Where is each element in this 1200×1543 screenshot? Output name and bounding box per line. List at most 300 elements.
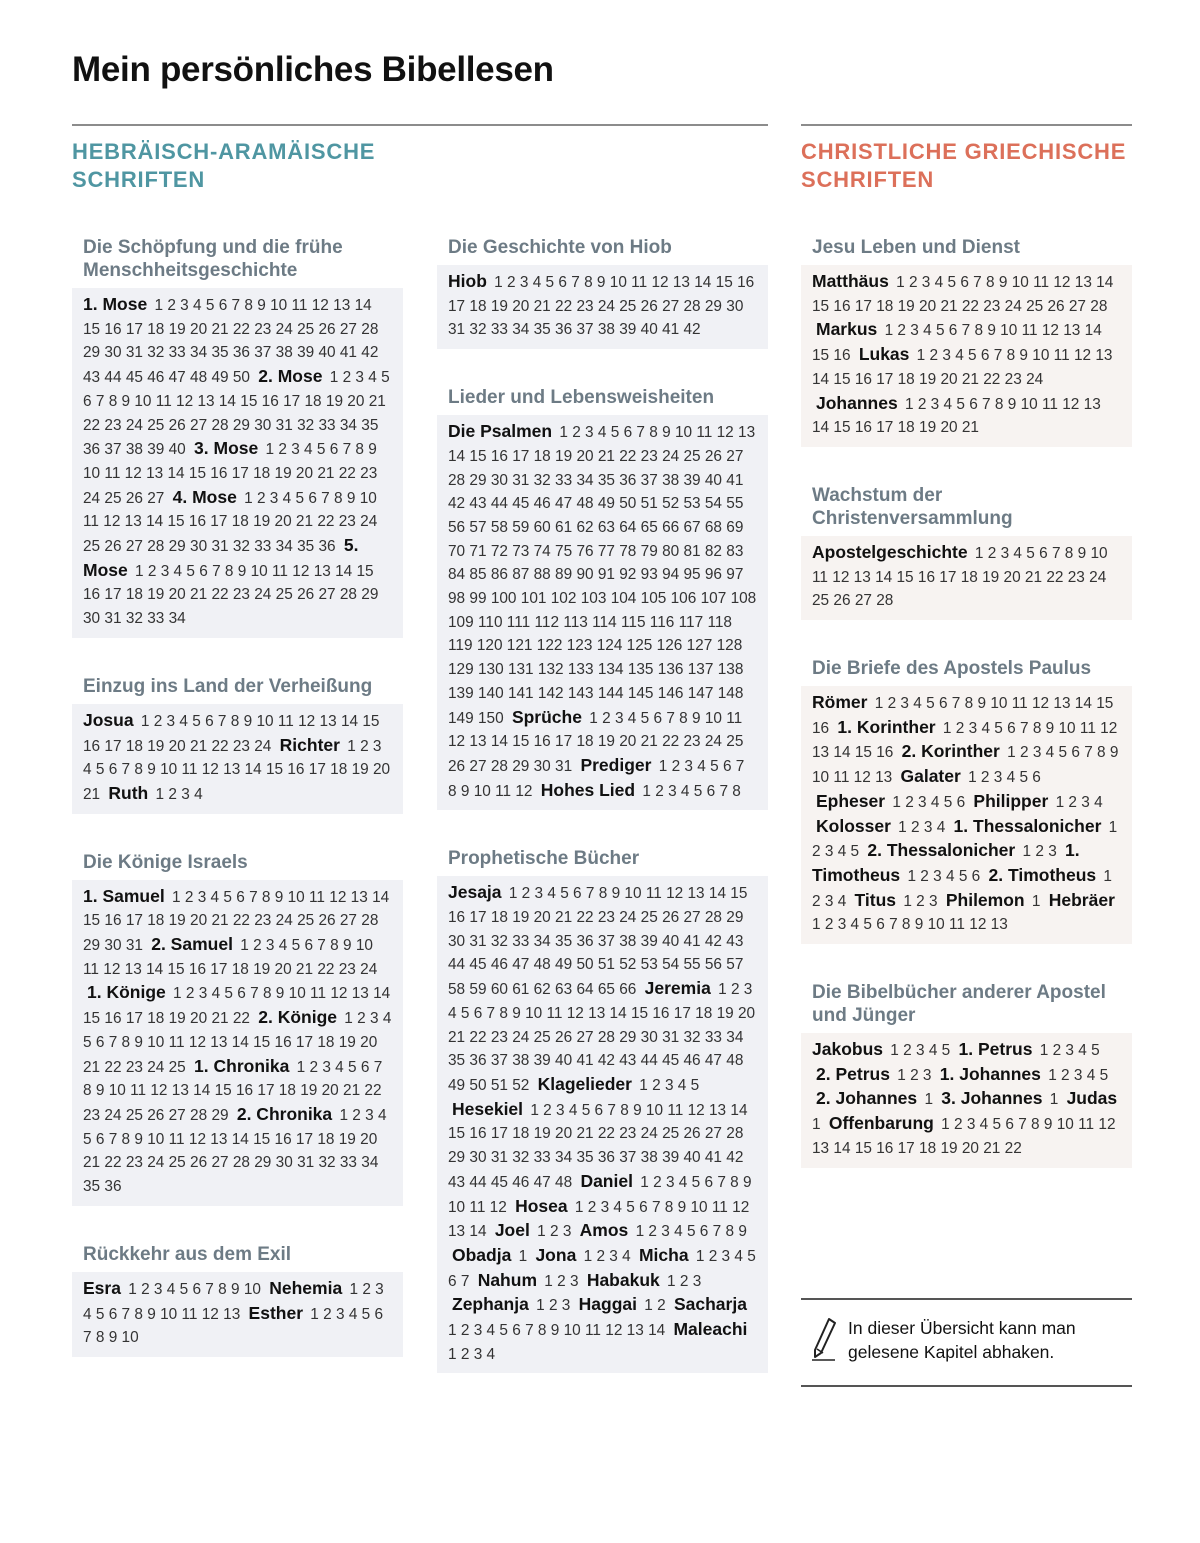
chapter-number[interactable]: 49 xyxy=(211,369,229,387)
chapter-number[interactable]: 7 xyxy=(951,695,961,713)
chapter-number[interactable]: 12 xyxy=(292,562,310,580)
chapter-number[interactable]: 21 xyxy=(983,1139,1001,1157)
chapter-number[interactable]: 7 xyxy=(108,1033,118,1051)
chapter-number[interactable]: 3 xyxy=(923,818,933,836)
chapter-number[interactable]: 1 xyxy=(907,867,917,885)
chapter-number[interactable]: 19 xyxy=(982,568,1000,586)
chapter-number[interactable]: 5 xyxy=(83,1033,92,1051)
chapter-number[interactable]: 9 xyxy=(611,885,621,903)
chapter-number[interactable]: 27 xyxy=(726,447,744,465)
chapter-number[interactable]: 1 xyxy=(968,769,977,787)
chapter-number[interactable]: 19 xyxy=(716,1004,734,1022)
chapter-number[interactable]: 4 xyxy=(83,1305,92,1323)
chapter-number[interactable]: 85 xyxy=(469,566,487,584)
chapter-number[interactable]: 3 xyxy=(585,424,594,442)
chapter-number[interactable]: 57 xyxy=(726,956,744,974)
chapter-number[interactable]: 18 xyxy=(317,1033,335,1051)
chapter-number[interactable]: 4 xyxy=(83,761,92,779)
chapter-number[interactable]: 6 xyxy=(95,1033,105,1051)
chapter-number[interactable]: 3 xyxy=(684,757,693,775)
chapter-number[interactable]: 4 xyxy=(955,347,964,365)
chapter-number[interactable]: 128 xyxy=(716,637,743,655)
chapter-number[interactable]: 13 xyxy=(1053,695,1071,713)
chapter-number[interactable]: 61 xyxy=(555,518,573,536)
chapter-number[interactable]: 40 xyxy=(640,321,658,339)
chapter-number[interactable]: 53 xyxy=(640,956,658,974)
chapter-number[interactable]: 35 xyxy=(555,932,573,950)
chapter-number[interactable]: 10 xyxy=(287,888,305,906)
chapter-number[interactable]: 40 xyxy=(704,471,722,489)
chapter-number[interactable]: 19 xyxy=(897,297,915,315)
chapter-number[interactable]: 9 xyxy=(134,1130,143,1148)
chapter-number[interactable]: 4 xyxy=(697,757,706,775)
chapter-number[interactable]: 2 xyxy=(653,1173,662,1191)
chapter-number[interactable]: 32 xyxy=(490,932,508,950)
chapter-number[interactable]: 6 xyxy=(704,1173,714,1191)
chapter-number[interactable]: 77 xyxy=(597,542,615,560)
chapter-number[interactable]: 78 xyxy=(619,542,637,560)
chapter-number[interactable]: 3 xyxy=(365,1106,374,1124)
chapter-number[interactable]: 3 xyxy=(473,1322,483,1340)
chapter-number[interactable]: 28 xyxy=(726,1125,744,1143)
chapter-number[interactable]: 31 xyxy=(469,932,487,950)
chapter-number[interactable]: 146 xyxy=(657,684,684,702)
chapter-number[interactable]: 1 xyxy=(583,1247,593,1265)
chapter-number[interactable]: 46 xyxy=(533,495,551,513)
chapter-number[interactable]: 126 xyxy=(656,637,683,655)
chapter-number[interactable]: 48 xyxy=(555,1173,573,1191)
chapter-number[interactable]: 6 xyxy=(876,916,885,934)
chapter-number[interactable]: 13 xyxy=(124,513,142,531)
chapter-number[interactable]: 29 xyxy=(168,538,186,556)
chapter-number[interactable]: 41 xyxy=(704,1149,722,1167)
chapter-number[interactable]: 9 xyxy=(243,712,253,730)
chapter-number[interactable]: 12 xyxy=(311,297,329,314)
chapter-number[interactable]: 16 xyxy=(854,419,872,437)
chapter-number[interactable]: 9 xyxy=(342,937,352,955)
chapter-number[interactable]: 21 xyxy=(295,960,314,978)
chapter-number[interactable]: 35 xyxy=(448,1052,466,1070)
chapter-number[interactable]: 39 xyxy=(640,932,658,950)
chapter-number[interactable]: 7 xyxy=(121,761,131,779)
chapter-number[interactable]: 43 xyxy=(83,369,101,387)
chapter-number[interactable]: 7 xyxy=(460,1272,470,1290)
chapter-number[interactable]: 2 xyxy=(708,1247,718,1265)
chapter-number[interactable]: 64 xyxy=(619,518,637,536)
chapter-number[interactable]: 8 xyxy=(620,1101,629,1119)
chapter-number[interactable]: 3 xyxy=(665,1173,675,1191)
chapter-number[interactable]: 19 xyxy=(338,1033,356,1051)
chapter-number[interactable]: 7 xyxy=(217,712,227,730)
chapter-number[interactable]: 7 xyxy=(666,709,675,727)
chapter-number[interactable]: 40 xyxy=(662,932,680,950)
chapter-number[interactable]: 33 xyxy=(533,1149,551,1167)
chapter-number[interactable]: 7 xyxy=(486,1004,496,1022)
chapter-number[interactable]: 17 xyxy=(939,568,957,586)
chapter-number[interactable]: 60 xyxy=(490,981,508,999)
chapter-number[interactable]: 7 xyxy=(317,937,326,955)
chapter-number[interactable]: 25 xyxy=(147,416,165,434)
chapter-number[interactable]: 28 xyxy=(704,909,722,927)
chapter-number[interactable]: 8 xyxy=(537,1322,547,1340)
chapter-number[interactable]: 8 xyxy=(121,1130,131,1148)
chapter-number[interactable]: 3 xyxy=(721,1247,731,1265)
chapter-number[interactable]: 4 xyxy=(348,1305,358,1323)
chapter-number[interactable]: 4 xyxy=(622,1247,631,1265)
chapter-number[interactable]: 23 xyxy=(1004,370,1022,388)
chapter-number[interactable]: 14 xyxy=(244,761,262,779)
chapter-number[interactable]: 35 xyxy=(211,344,229,362)
chapter-number[interactable]: 127 xyxy=(686,637,713,655)
chapter-number[interactable]: 37 xyxy=(104,441,122,459)
chapter-number[interactable]: 15 xyxy=(265,761,284,779)
chapter-number[interactable]: 37 xyxy=(640,471,658,489)
chapter-number[interactable]: 20 xyxy=(274,960,292,978)
chapter-number[interactable]: 29 xyxy=(211,1106,229,1124)
chapter-number[interactable]: 1 xyxy=(518,1247,528,1265)
chapter-number[interactable]: 6 xyxy=(980,347,990,365)
chapter-number[interactable]: 10 xyxy=(1020,395,1038,413)
chapter-number[interactable]: 13 xyxy=(124,960,142,978)
chapter-number[interactable]: 23 xyxy=(254,912,272,930)
chapter-number[interactable]: 8 xyxy=(664,1198,674,1216)
chapter-number[interactable]: 16 xyxy=(812,719,830,737)
chapter-number[interactable]: 6 xyxy=(653,709,663,727)
chapter-number[interactable]: 6 xyxy=(938,695,948,713)
chapter-number[interactable]: 20 xyxy=(512,297,530,315)
chapter-number[interactable]: 19 xyxy=(490,297,508,315)
chapter-number[interactable]: 27 xyxy=(662,297,680,315)
chapter-number[interactable]: 33 xyxy=(704,1028,722,1046)
chapter-number[interactable]: 23 xyxy=(1067,568,1085,586)
chapter-number[interactable]: 3 xyxy=(153,1280,163,1298)
chapter-number[interactable]: 24 xyxy=(275,320,293,338)
chapter-number[interactable]: 20 xyxy=(919,297,937,315)
chapter-number[interactable]: 6 xyxy=(95,1130,105,1148)
chapter-number[interactable]: 15 xyxy=(83,1010,101,1028)
chapter-number[interactable]: 2 xyxy=(460,1322,470,1340)
chapter-number[interactable]: 2 xyxy=(507,274,516,291)
chapter-number[interactable]: 10 xyxy=(1000,322,1018,340)
chapter-number[interactable]: 52 xyxy=(512,1076,530,1094)
chapter-number[interactable]: 2 xyxy=(916,892,925,910)
chapter-number[interactable]: 3 xyxy=(824,843,834,861)
chapter-number[interactable]: 14 xyxy=(146,513,164,531)
chapter-number[interactable]: 46 xyxy=(683,1052,701,1070)
chapter-number[interactable]: 92 xyxy=(619,566,637,584)
chapter-number[interactable]: 18 xyxy=(231,960,249,978)
chapter-number[interactable]: 74 xyxy=(533,542,551,560)
chapter-number[interactable]: 90 xyxy=(576,566,594,584)
chapter-number[interactable]: 4 xyxy=(928,1042,938,1060)
chapter-number[interactable]: 117 xyxy=(678,613,704,631)
chapter-number[interactable]: 13 xyxy=(812,1139,830,1157)
chapter-number[interactable]: 15 xyxy=(630,1004,649,1022)
chapter-number[interactable]: 6 xyxy=(956,793,966,811)
chapter-number[interactable]: 19 xyxy=(555,447,573,465)
chapter-number[interactable]: 4 xyxy=(627,709,637,727)
chapter-number[interactable]: 49 xyxy=(448,1076,466,1094)
chapter-number[interactable]: 3 xyxy=(265,937,275,955)
chapter-number[interactable]: 2 xyxy=(920,867,929,885)
chapter-number[interactable]: 3 xyxy=(166,712,176,730)
chapter-number[interactable]: 82 xyxy=(704,542,722,560)
chapter-number[interactable]: 5 xyxy=(968,347,977,365)
chapter-number[interactable]: 7 xyxy=(525,1322,534,1340)
chapter-number[interactable]: 4 xyxy=(981,719,990,737)
chapter-number[interactable]: 8 xyxy=(901,916,911,934)
chapter-number[interactable]: 14 xyxy=(812,419,830,437)
chapter-number[interactable]: 10 xyxy=(609,274,627,291)
chapter-number[interactable]: 23 xyxy=(125,1058,143,1076)
chapter-number[interactable]: 4 xyxy=(173,562,183,580)
chapter-number[interactable]: 10 xyxy=(704,709,722,727)
chapter-number[interactable]: 20 xyxy=(360,1033,378,1051)
chapter-number[interactable]: 27 xyxy=(704,1125,722,1143)
chapter-number[interactable]: 6 xyxy=(1032,769,1041,787)
chapter-number[interactable]: 7 xyxy=(1084,744,1093,762)
chapter-number[interactable]: 9 xyxy=(230,1280,240,1298)
chapter-number[interactable]: 2 xyxy=(671,757,681,775)
chapter-number[interactable]: 2 xyxy=(1019,744,1029,762)
chapter-number[interactable]: 23 xyxy=(683,733,701,751)
chapter-number[interactable]: 4 xyxy=(193,297,202,314)
chapter-number[interactable]: 50 xyxy=(619,495,637,513)
chapter-number[interactable]: 99 xyxy=(469,590,487,608)
chapter-number[interactable]: 3 xyxy=(837,916,847,934)
chapter-number[interactable]: 11 xyxy=(291,297,308,314)
chapter-number[interactable]: 93 xyxy=(640,566,658,584)
chapter-number[interactable]: 108 xyxy=(730,590,757,608)
chapter-number[interactable]: 42 xyxy=(361,344,379,362)
chapter-number[interactable]: 65 xyxy=(640,518,658,536)
chapter-number[interactable]: 5 xyxy=(224,985,233,1003)
chapter-number[interactable]: 46 xyxy=(147,369,165,387)
chapter-number[interactable]: 24 xyxy=(360,513,378,531)
chapter-number[interactable]: 36 xyxy=(576,932,594,950)
chapter-number[interactable]: 6 xyxy=(512,1322,521,1340)
chapter-number[interactable]: 3 xyxy=(355,369,364,387)
chapter-number[interactable]: 2 xyxy=(657,1297,666,1315)
chapter-number[interactable]: 9 xyxy=(987,322,996,340)
chapter-number[interactable]: 10 xyxy=(1032,347,1050,365)
chapter-number[interactable]: 21 xyxy=(211,912,229,930)
chapter-number[interactable]: 18 xyxy=(960,568,978,586)
chapter-number[interactable]: 5 xyxy=(943,793,953,811)
chapter-number[interactable]: 15 xyxy=(83,320,101,338)
chapter-number[interactable]: 8 xyxy=(355,441,364,459)
chapter-number[interactable]: 12 xyxy=(1031,695,1050,713)
chapter-number[interactable]: 19 xyxy=(338,1130,356,1148)
chapter-number[interactable]: 10 xyxy=(690,1198,708,1216)
chapter-number[interactable]: 39 xyxy=(147,441,165,459)
chapter-number[interactable]: 25 xyxy=(125,1106,143,1124)
chapter-number[interactable]: 3 xyxy=(519,274,529,291)
chapter-number[interactable]: 3 xyxy=(614,709,624,727)
chapter-number[interactable]: 6 xyxy=(960,274,969,291)
chapter-number[interactable]: 6 xyxy=(236,888,245,906)
chapter-number[interactable]: 21 xyxy=(83,785,101,803)
chapter-number[interactable]: 31 xyxy=(490,1149,508,1167)
chapter-number[interactable]: 5 xyxy=(850,843,860,861)
chapter-number[interactable]: 8 xyxy=(974,322,984,340)
chapter-number[interactable]: 2 xyxy=(357,1010,366,1028)
chapter-number[interactable]: 1 xyxy=(544,1272,553,1290)
chapter-number[interactable]: 4 xyxy=(179,712,188,730)
chapter-number[interactable]: 19 xyxy=(168,1010,186,1028)
chapter-number[interactable]: 21 xyxy=(940,297,958,315)
chapter-number[interactable]: 23 xyxy=(490,1028,508,1046)
chapter-number[interactable]: 2 xyxy=(362,1280,371,1298)
chapter-number[interactable]: 16 xyxy=(876,1139,894,1157)
chapter-number[interactable]: 17 xyxy=(876,370,894,388)
chapter-number[interactable]: 5 xyxy=(947,274,957,291)
chapter-number[interactable]: 4 xyxy=(282,489,292,507)
chapter-number[interactable]: 12 xyxy=(150,1082,168,1100)
chapter-number[interactable]: 14 xyxy=(193,1082,211,1100)
chapter-number[interactable]: 109 xyxy=(448,613,474,631)
chapter-number[interactable]: 25 xyxy=(104,489,122,507)
chapter-number[interactable]: 2 xyxy=(323,1305,332,1323)
chapter-number[interactable]: 33 xyxy=(318,416,336,434)
chapter-number[interactable]: 13 xyxy=(333,297,351,314)
chapter-number[interactable]: 14 xyxy=(469,1223,487,1241)
chapter-number[interactable]: 58 xyxy=(448,981,466,999)
chapter-number[interactable]: 1 xyxy=(974,544,984,562)
chapter-number[interactable]: 15 xyxy=(1096,695,1114,713)
chapter-number[interactable]: 16 xyxy=(104,320,122,338)
chapter-number[interactable]: 47 xyxy=(704,1052,722,1070)
chapter-number[interactable]: 22 xyxy=(317,960,335,978)
chapter-number[interactable]: 5 xyxy=(499,1322,508,1340)
chapter-number[interactable]: 33 xyxy=(490,321,508,339)
chapter-number[interactable]: 21 xyxy=(1024,568,1043,586)
chapter-number[interactable]: 29 xyxy=(512,757,530,775)
chapter-number[interactable]: 11 xyxy=(546,1004,563,1022)
chapter-number[interactable]: 1 xyxy=(172,888,181,906)
chapter-number[interactable]: 4 xyxy=(382,1010,392,1028)
chapter-number[interactable]: 3 xyxy=(918,793,927,811)
chapter-number[interactable]: 142 xyxy=(537,684,564,702)
chapter-number[interactable]: 31 xyxy=(104,610,122,628)
chapter-number[interactable]: 43 xyxy=(469,495,487,513)
chapter-number[interactable]: 2 xyxy=(548,1297,558,1315)
chapter-number[interactable]: 16 xyxy=(737,274,755,291)
chapter-number[interactable]: 12 xyxy=(201,1305,219,1323)
chapter-number[interactable]: 21 xyxy=(190,737,208,755)
chapter-number[interactable]: 3 xyxy=(929,892,938,910)
chapter-number[interactable]: 48 xyxy=(726,1052,744,1070)
chapter-number[interactable]: 8 xyxy=(679,709,688,727)
chapter-number[interactable]: 17 xyxy=(854,297,872,315)
chapter-number[interactable]: 22 xyxy=(555,297,573,315)
chapter-number[interactable]: 3 xyxy=(181,785,190,803)
chapter-number[interactable]: 24 xyxy=(147,1154,165,1172)
chapter-number[interactable]: 4 xyxy=(210,888,220,906)
chapter-number[interactable]: 21 xyxy=(317,464,335,482)
chapter-number[interactable]: 23 xyxy=(619,1125,637,1143)
chapter-number[interactable]: 36 xyxy=(619,471,637,489)
chapter-number[interactable]: 14 xyxy=(875,568,893,586)
chapter-number[interactable]: 1 xyxy=(890,1042,899,1060)
chapter-number[interactable]: 3 xyxy=(942,347,951,365)
chapter-number[interactable]: 66 xyxy=(662,518,680,536)
chapter-number[interactable]: 24 xyxy=(83,489,101,507)
chapter-number[interactable]: 13 xyxy=(1063,322,1081,340)
chapter-number[interactable]: 19 xyxy=(168,320,186,338)
chapter-number[interactable]: 3 xyxy=(915,1042,925,1060)
chapter-number[interactable]: 17 xyxy=(231,464,249,482)
chapter-number[interactable]: 65 xyxy=(597,981,615,999)
chapter-number[interactable]: 20 xyxy=(190,1010,208,1028)
chapter-number[interactable]: 3 xyxy=(198,985,208,1003)
chapter-number[interactable]: 42 xyxy=(597,1052,615,1070)
chapter-number[interactable]: 33 xyxy=(339,1154,357,1172)
chapter-number[interactable]: 14 xyxy=(448,447,466,465)
chapter-number[interactable]: 13 xyxy=(1083,395,1101,413)
chapter-number[interactable]: 13 xyxy=(350,888,368,906)
chapter-number[interactable]: 10 xyxy=(147,1033,165,1051)
chapter-number[interactable]: 8 xyxy=(334,489,343,507)
chapter-number[interactable]: 27 xyxy=(469,757,487,775)
chapter-number[interactable]: 1 xyxy=(244,489,253,507)
chapter-number[interactable]: 97 xyxy=(726,566,744,584)
chapter-number[interactable]: 10 xyxy=(243,1280,261,1298)
chapter-number[interactable]: 22 xyxy=(232,912,250,930)
chapter-number[interactable]: 11 xyxy=(181,1305,198,1323)
chapter-number[interactable]: 13 xyxy=(319,712,337,730)
chapter-number[interactable]: 10 xyxy=(288,985,306,1003)
chapter-number[interactable]: 25 xyxy=(619,297,637,315)
chapter-number[interactable]: 23 xyxy=(104,416,122,434)
chapter-number[interactable]: 10 xyxy=(270,297,288,314)
chapter-number[interactable]: 4 xyxy=(377,1106,387,1124)
chapter-number[interactable]: 54 xyxy=(662,956,680,974)
chapter-number[interactable]: 6 xyxy=(448,1272,457,1290)
chapter-number[interactable]: 29 xyxy=(83,344,101,362)
chapter-number[interactable]: 2 xyxy=(153,712,163,730)
chapter-number[interactable]: 50 xyxy=(232,369,250,387)
chapter-number[interactable]: 9 xyxy=(596,274,606,291)
chapter-number[interactable]: 3 xyxy=(966,1116,976,1134)
chapter-number[interactable]: 9 xyxy=(1043,1116,1053,1134)
chapter-number[interactable]: 73 xyxy=(512,542,530,560)
chapter-number[interactable]: 6 xyxy=(971,867,981,885)
chapter-number[interactable]: 101 xyxy=(520,590,547,608)
chapter-number[interactable]: 138 xyxy=(717,661,744,679)
chapter-number[interactable]: 17 xyxy=(448,297,466,315)
chapter-number[interactable]: 139 xyxy=(448,684,474,702)
chapter-number[interactable]: 3 xyxy=(600,1198,610,1216)
chapter-number[interactable]: 16 xyxy=(833,347,851,365)
chapter-number[interactable]: 19 xyxy=(147,737,165,755)
chapter-number[interactable]: 4 xyxy=(934,274,944,291)
chapter-number[interactable]: 19 xyxy=(512,909,530,927)
chapter-number[interactable]: 11 xyxy=(1053,347,1070,365)
chapter-number[interactable]: 36 xyxy=(104,1178,122,1196)
chapter-number[interactable]: 2 xyxy=(256,489,266,507)
chapter-number[interactable]: 20 xyxy=(576,447,594,465)
chapter-number[interactable]: 22 xyxy=(961,297,979,315)
chapter-number[interactable]: 14 xyxy=(372,888,390,906)
chapter-number[interactable]: 6 xyxy=(360,1058,370,1076)
chapter-number[interactable]: 4 xyxy=(1094,793,1103,811)
chapter-number[interactable]: 27 xyxy=(854,592,872,610)
chapter-number[interactable]: 11 xyxy=(667,1101,684,1119)
chapter-number[interactable]: 6 xyxy=(948,322,958,340)
chapter-number[interactable]: 12 xyxy=(489,1198,507,1216)
chapter-number[interactable]: 31 xyxy=(662,1028,680,1046)
